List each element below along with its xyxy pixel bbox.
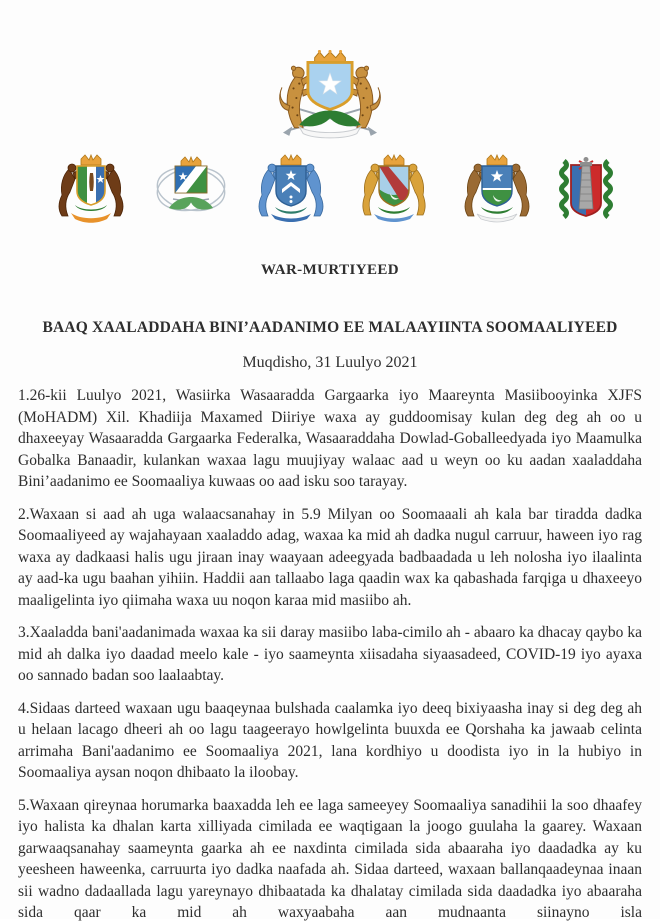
laurel-column-icon xyxy=(562,161,567,217)
paragraph-5: 5.Waxaan qireynaa horumarka baaxadda leh ee laga sameeyey Soomaaliya sanadihii la soo dhaafey iyo halista ka dhalan karta xilliyada cimilada ee waqtigaan la joogo guulaha la gaarey. Waxaan garwaaqsanahay saameynta gaarka ah ee naxdinta cimilada sida abaaraha iyo daadadka ay ku yeesheen haweenka, carruurta iyo dadka naafada ah. Sidaa darteed, waxaan ballanqaadeynaa inaan sii wadno dadaallada lagu yareynayo dhibaatada ka dhalatay cimilada sida daadadka iyo abaaraha sida qaar ka mid ah waxyaabaha aan mudnaanta siinayno isla xyxy=(18,796,642,921)
somalia-coat-of-arms-icon xyxy=(252,50,408,146)
paragraph-4: 4.Sidaas darteed waxaan ugu baaqeynaa bulshada caalamka iyo deeq bixiyaasha inay si deg deg ah u helaan lacago dheeri ah oo lagu taageerayo howlgelinta buuxda ee Qorshaha ka jawaab celinta arrimaha Bani'aadanimo ee Soomaaliya 2021, lana kordhiyo u doodista iyo in la hubiyo in Soomaaliya aysan noqon dhibaato la iloobay. xyxy=(18,699,642,781)
national-arms-wrap xyxy=(18,50,642,146)
paragraph-3: 3.Xaaladda bani'aadanimada waxaa ka sii daray masiibo laba-cimilo ah - abaaro ka dhacay qaybo ka mid ah dalka iyo daadad meelo kale - iyo saameynta xiisadaha siyaasadeed, COVID-19 iyo ayaxa oo sannado badan soo laalaabtay. xyxy=(18,624,642,684)
regional-emblems-row xyxy=(18,152,642,224)
ribbon-icon xyxy=(299,127,360,138)
tower-icon xyxy=(579,157,593,209)
document-header xyxy=(18,0,642,224)
document-heading: BAAQ XAALADDAHA BINI’AADANIMO EE MALAAYIINTA SOOMAALIYEED xyxy=(42,319,618,336)
banaadir-emblem-icon xyxy=(557,153,615,223)
hirshabelle-emblem-icon xyxy=(245,153,337,223)
galmudug-emblem-icon xyxy=(451,153,543,223)
laurel-column-icon xyxy=(606,161,611,217)
document-body xyxy=(18,385,642,924)
paragraph-2: 2.Waxaan si aad ah uga walaacsanahay in 5.9 Milyan oo Soomaaali ah kala bar tiradda dadka Soomaaliyeed ay wajahayaan xaaladdo adag, waxaa ka mid ah dadka nugul carruur, haween iyo rag waxa ay dadkaasi halis ugu jiraan inay waayaan adeegyada badbaadada u leh nolosha iyo ilaalinta ay aad-ka ugu baahan yihiin. Haddii aan tallaabo laga qaadin wax ka qabashada farqiga u dhaxeeyo maaligelinta iyo qiimaha waxa uu noqon karaa mid masiibo ah. xyxy=(18,505,642,609)
dateline: Muqdisho, 31 Luulyo 2021 xyxy=(242,354,418,371)
southwest-state-emblem-icon xyxy=(351,153,437,223)
shield-star-icon xyxy=(308,62,352,109)
document-type-title: WAR-MURTIYEED xyxy=(260,262,399,278)
paragraph-1: 1.26-kii Luulyo 2021, Wasiirka Wasaaradda Gargaarka iyo Maareynta Masiibooyinka XJFS (MoHADM) Xil. Khadiija Maxamed Diiriye waxa ay guddoomisay kulan deg deg ah oo u dhaxeeyay Wasaaradda Gargaarka Federalka, Wasaaraddaha Dowlad-Goballeedyada iyo Maamulka Gobalka Banaadir, kulankan waxaa lagu muujiyay walaac aad u weyn oo ku aadan xaaladdaha Bini’aadanimo ee Soomaaliya kuwaas oo aad isku soo tarayay. xyxy=(18,387,642,490)
puntland-emblem-icon xyxy=(45,153,137,223)
jubaland-emblem-icon xyxy=(151,153,231,223)
